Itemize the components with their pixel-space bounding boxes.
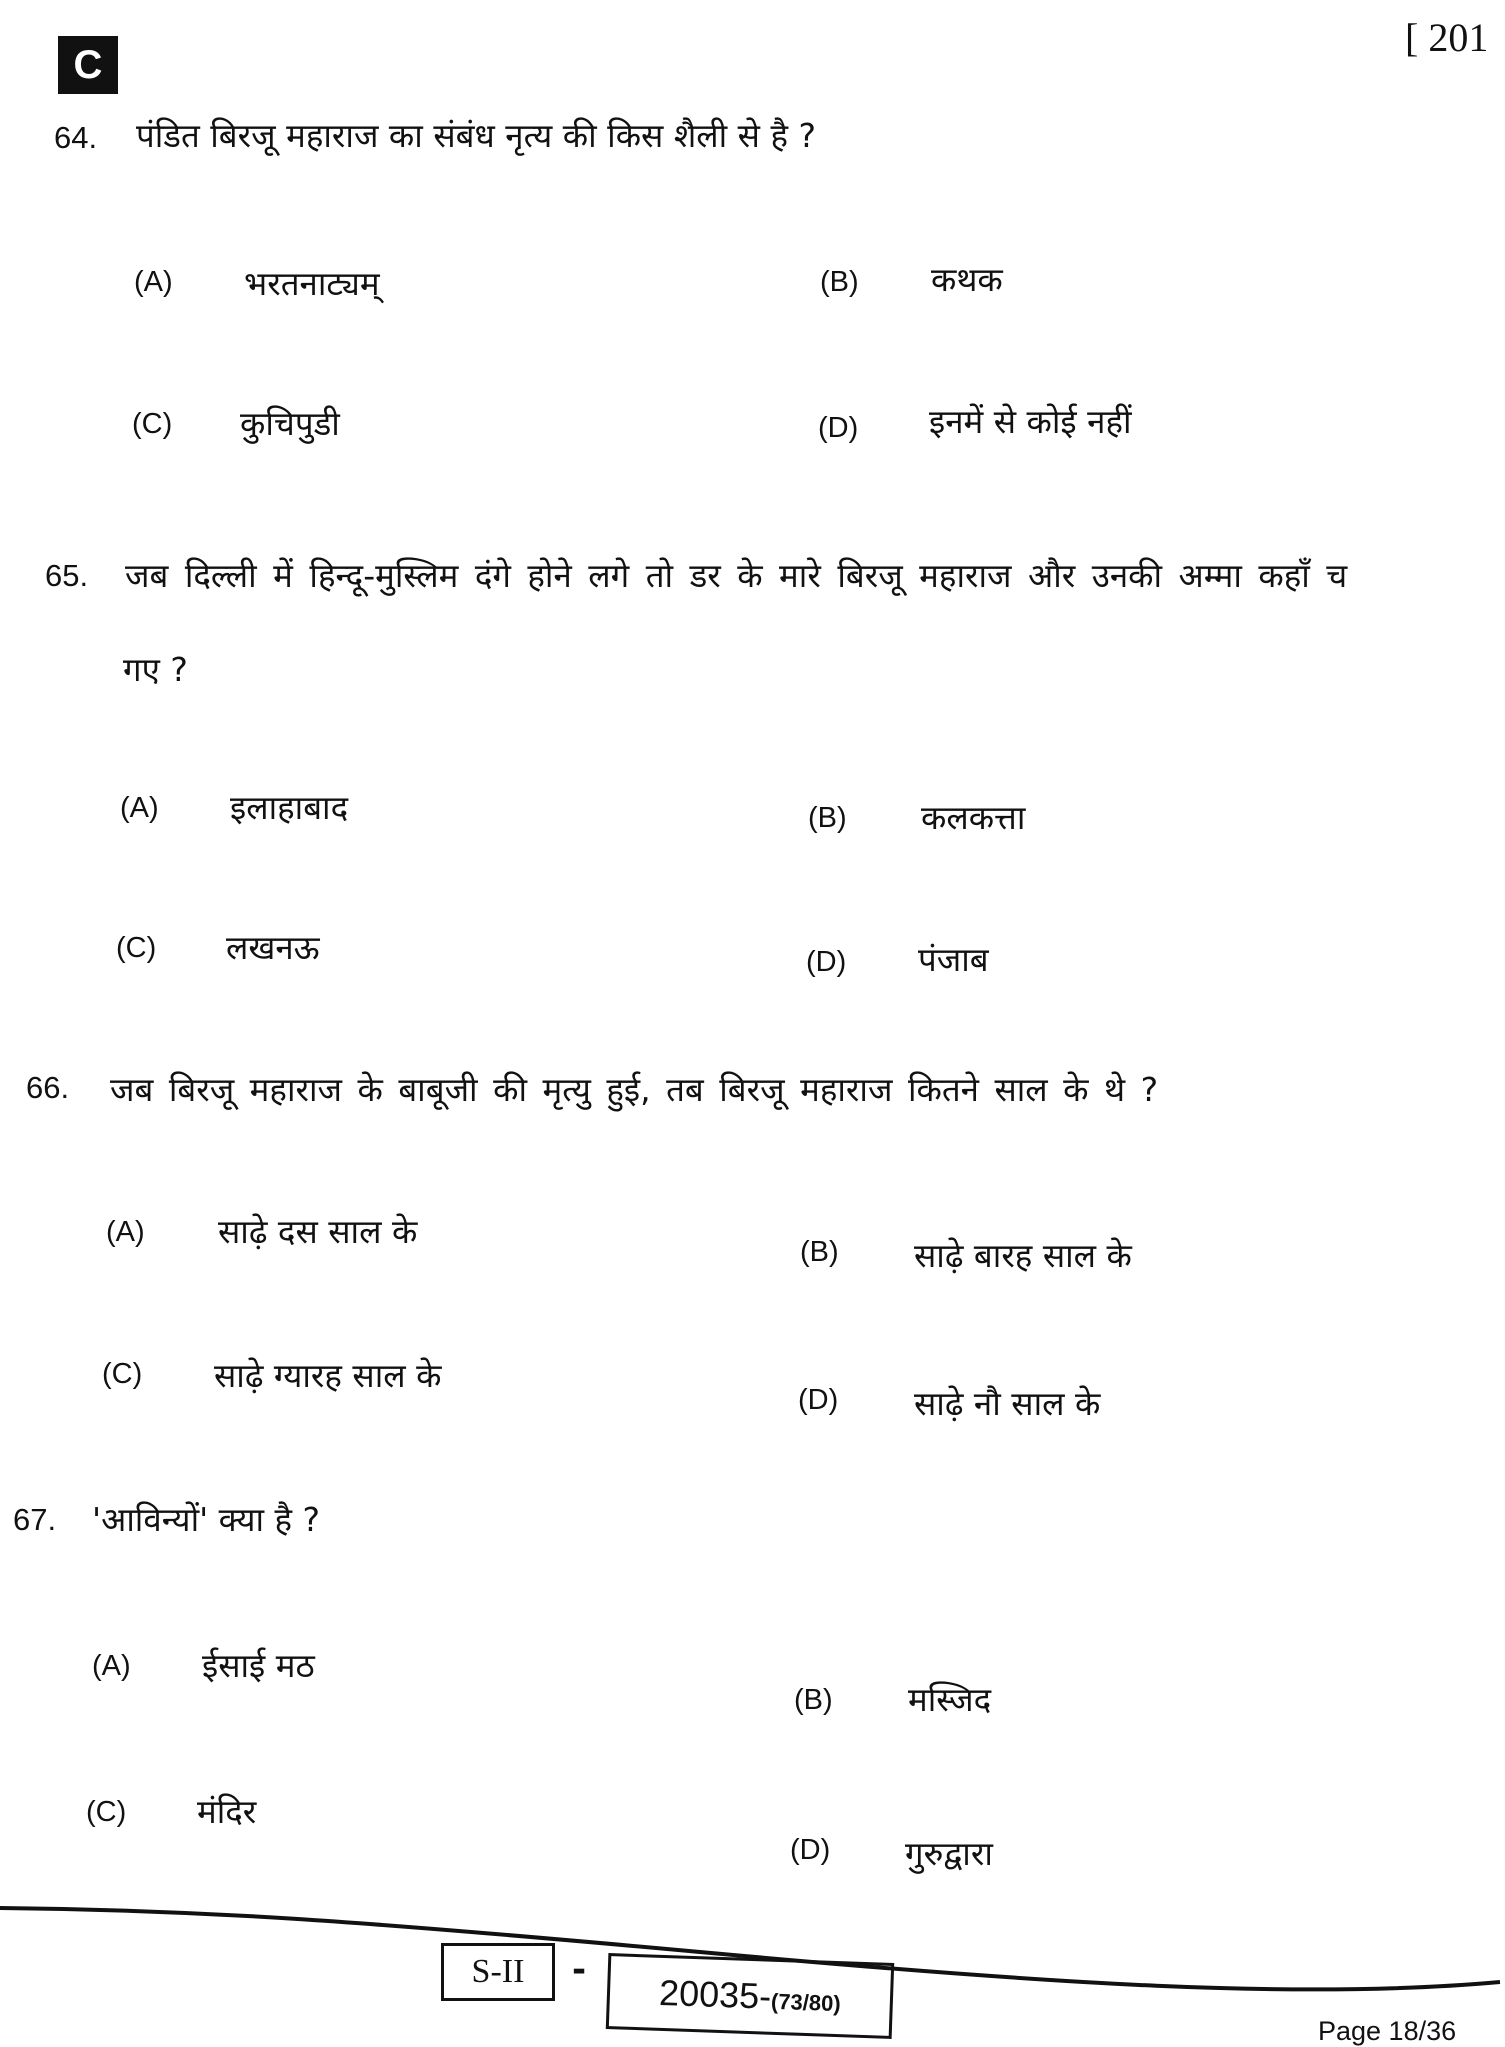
option-label: (D)	[806, 946, 847, 978]
option-label: (C)	[132, 408, 173, 440]
page-number: Page 18/36	[1318, 2016, 1457, 2046]
question-number: 64.	[54, 120, 98, 155]
question-text: जब दिल्ली में हिन्दू-मुस्लिम दंगे होने लगे तो डर के मारे बिरजू महाराज और उनकी अम्मा कहाँ च	[125, 556, 1348, 595]
option-text: मस्जिद	[908, 1680, 992, 1719]
option-label: (D)	[818, 412, 859, 444]
option-label: (A)	[106, 1216, 145, 1248]
option-label: (D)	[790, 1834, 831, 1866]
option-label: (A)	[92, 1650, 131, 1682]
option-label: (B)	[794, 1684, 833, 1716]
option-label: (B)	[808, 802, 847, 834]
question-text-line2: गए ?	[123, 650, 188, 689]
paper-code-fragment: [ 201	[1405, 15, 1489, 60]
question-number: 67.	[13, 1502, 57, 1537]
option-text: कथक	[931, 260, 1003, 299]
option-label: (C)	[86, 1796, 127, 1828]
question-text: जब बिरजू महाराज के बाबूजी की मृत्यु हुई, तब बिरजू महाराज कितने साल के थे ?	[110, 1070, 1159, 1109]
question-text: पंडित बिरजू महाराज का संबंध नृत्य की किस शैली से है ?	[136, 116, 817, 155]
option-label: (C)	[116, 932, 157, 964]
option-label: (A)	[120, 792, 159, 824]
option-text: ईसाई मठ	[202, 1646, 315, 1685]
paper-code: 20035-	[658, 1971, 772, 2017]
option-text: भरतनाट्यम्	[244, 264, 380, 303]
question-text: 'आविन्यों' क्या है ?	[92, 1500, 321, 1539]
option-text: कुचिपुडी	[240, 404, 340, 443]
set-label-box: C	[58, 36, 118, 94]
option-text: साढ़े दस साल के	[218, 1212, 418, 1251]
option-text: साढ़े बारह साल के	[914, 1236, 1132, 1275]
option-text: मंदिर	[197, 1792, 257, 1831]
paper-sub-code: (73/80)	[770, 1988, 842, 2017]
option-label: (A)	[134, 266, 173, 298]
option-text: कलकत्ता	[921, 798, 1026, 837]
option-text: इलाहाबाद	[230, 788, 349, 827]
option-text: पंजाब	[918, 940, 989, 979]
series-box: S-II	[441, 1943, 555, 2001]
option-label: (C)	[102, 1358, 143, 1390]
footer-dash: -	[572, 1950, 587, 1990]
option-text: साढ़े नौ साल के	[914, 1384, 1101, 1423]
option-text: लखनऊ	[226, 928, 320, 967]
option-text: इनमें से कोई नहीं	[929, 402, 1132, 441]
option-label: (B)	[800, 1236, 839, 1268]
option-label: (B)	[820, 266, 859, 298]
option-text: साढ़े ग्यारह साल के	[214, 1356, 442, 1395]
paper-code-box	[606, 1953, 894, 2039]
question-number: 65.	[45, 558, 89, 593]
option-text: गुरुद्वारा	[905, 1834, 993, 1873]
question-number: 66.	[26, 1070, 70, 1105]
option-label: (D)	[798, 1384, 839, 1416]
